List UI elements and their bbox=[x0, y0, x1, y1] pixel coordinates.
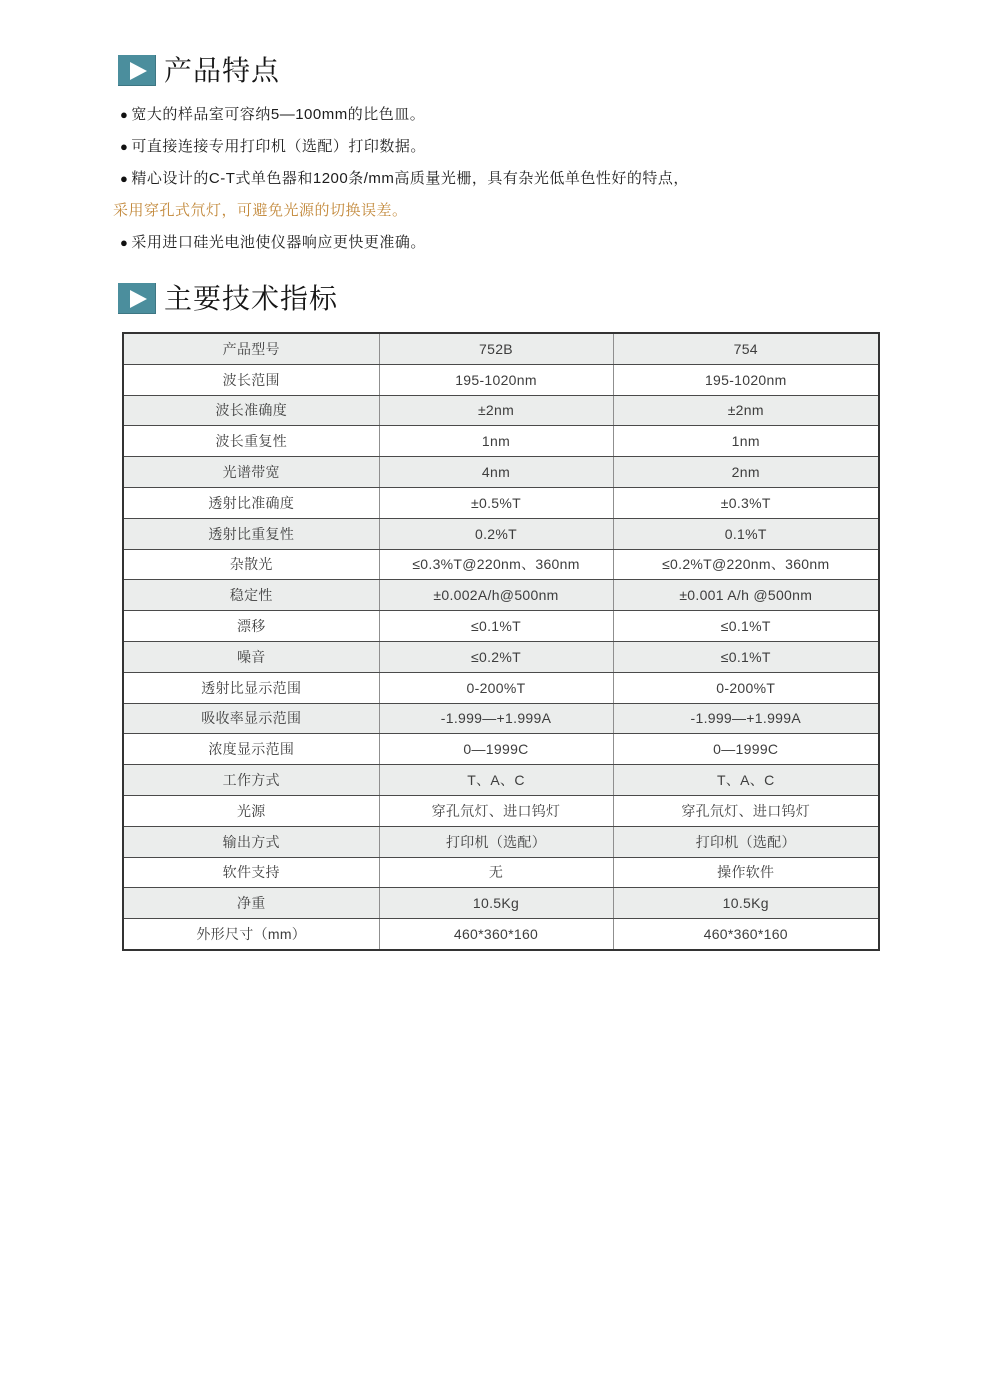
spec-value-752b: ±0.5%T bbox=[379, 487, 613, 518]
spec-value-752b: 无 bbox=[379, 857, 613, 888]
spec-value-752b: 4nm bbox=[379, 457, 613, 488]
spec-value-752b: 0.2%T bbox=[379, 518, 613, 549]
feature-text: 精心设计的C-T式单色器和1200条/mm高质量光栅，具有杂光低单色性好的特点， bbox=[131, 170, 689, 187]
bullet-dot-icon: ● bbox=[120, 139, 129, 154]
spec-label: 产品型号 bbox=[123, 333, 379, 364]
spec-value-752b: 0-200%T bbox=[379, 672, 613, 703]
spec-value-752b: ≤0.2%T bbox=[379, 641, 613, 672]
spec-value-754: 10.5Kg bbox=[613, 888, 879, 919]
spec-row bbox=[123, 641, 879, 672]
spec-label: 波长重复性 bbox=[123, 426, 379, 457]
section-marker-icon bbox=[118, 283, 156, 314]
feature-text: 采用穿孔式氘灯，可避免光源的切换误差。 bbox=[113, 202, 408, 219]
spec-value-754: ≤0.1%T bbox=[613, 611, 879, 642]
spec-label: 杂散光 bbox=[123, 549, 379, 580]
spec-label: 吸收率显示范围 bbox=[123, 703, 379, 734]
spec-row bbox=[123, 518, 879, 549]
specs-table-body bbox=[123, 333, 879, 950]
feature-text: 可直接连接专用打印机（选配）打印数据。 bbox=[131, 138, 426, 155]
spec-row bbox=[123, 426, 879, 457]
spec-value-752b: 460*360*160 bbox=[379, 919, 613, 950]
spec-value-752b: 752B bbox=[379, 333, 613, 364]
spec-value-754: 195-1020nm bbox=[613, 364, 879, 395]
play-triangle-icon bbox=[130, 290, 147, 308]
spec-row bbox=[123, 703, 879, 734]
spec-value-752b: ±0.002A/h@500nm bbox=[379, 580, 613, 611]
feature-list bbox=[113, 104, 933, 264]
spec-value-752b: 0—1999C bbox=[379, 734, 613, 765]
spec-row bbox=[123, 549, 879, 580]
features-section-header bbox=[118, 55, 280, 86]
spec-value-752b: ≤0.1%T bbox=[379, 611, 613, 642]
spec-value-754: 0—1999C bbox=[613, 734, 879, 765]
feature-item bbox=[113, 232, 933, 264]
spec-value-754: -1.999—+1.999A bbox=[613, 703, 879, 734]
spec-value-752b: T、A、C bbox=[379, 765, 613, 796]
spec-label: 透射比重复性 bbox=[123, 518, 379, 549]
feature-item bbox=[113, 104, 933, 136]
specs-section-header bbox=[118, 283, 338, 314]
spec-value-754: 穿孔氘灯、进口钨灯 bbox=[613, 795, 879, 826]
feature-text: 宽大的样品室可容纳5—100mm的比色皿。 bbox=[131, 106, 426, 123]
spec-value-754: T、A、C bbox=[613, 765, 879, 796]
feature-item-highlight bbox=[113, 200, 933, 232]
spec-value-754: ±2nm bbox=[613, 395, 879, 426]
spec-row bbox=[123, 919, 879, 950]
feature-item bbox=[113, 168, 933, 200]
spec-row bbox=[123, 672, 879, 703]
spec-value-752b: -1.999—+1.999A bbox=[379, 703, 613, 734]
spec-value-754: ±0.3%T bbox=[613, 487, 879, 518]
spec-label: 工作方式 bbox=[123, 765, 379, 796]
play-triangle-icon bbox=[130, 62, 147, 80]
spec-row bbox=[123, 395, 879, 426]
spec-row bbox=[123, 457, 879, 488]
spec-label: 输出方式 bbox=[123, 826, 379, 857]
spec-label: 波长范围 bbox=[123, 364, 379, 395]
spec-value-752b: 穿孔氘灯、进口钨灯 bbox=[379, 795, 613, 826]
spec-row bbox=[123, 888, 879, 919]
spec-label: 漂移 bbox=[123, 611, 379, 642]
section-marker-icon bbox=[118, 55, 156, 86]
spec-value-754: ±0.001 A/h @500nm bbox=[613, 580, 879, 611]
specs-table bbox=[122, 332, 880, 951]
spec-label: 净重 bbox=[123, 888, 379, 919]
bullet-dot-icon: ● bbox=[120, 235, 129, 250]
spec-value-752b: 10.5Kg bbox=[379, 888, 613, 919]
spec-label: 透射比准确度 bbox=[123, 487, 379, 518]
spec-label: 光源 bbox=[123, 795, 379, 826]
spec-row bbox=[123, 826, 879, 857]
spec-label: 稳定性 bbox=[123, 580, 379, 611]
spec-value-752b: 1nm bbox=[379, 426, 613, 457]
spec-value-754: 操作软件 bbox=[613, 857, 879, 888]
spec-value-754: 打印机（选配） bbox=[613, 826, 879, 857]
features-section-title: 产品特点 bbox=[164, 55, 281, 86]
spec-value-754: 1nm bbox=[613, 426, 879, 457]
spec-row bbox=[123, 364, 879, 395]
spec-row bbox=[123, 487, 879, 518]
feature-text: 采用进口硅光电池使仪器响应更快更准确。 bbox=[131, 234, 426, 251]
bullet-dot-icon: ● bbox=[120, 171, 129, 186]
specs-section-title: 主要技术指标 bbox=[164, 283, 339, 314]
spec-value-754: 2nm bbox=[613, 457, 879, 488]
spec-row bbox=[123, 580, 879, 611]
spec-label: 波长准确度 bbox=[123, 395, 379, 426]
spec-label: 软件支持 bbox=[123, 857, 379, 888]
spec-value-752b: ≤0.3%T@220nm、360nm bbox=[379, 549, 613, 580]
spec-row bbox=[123, 795, 879, 826]
spec-row bbox=[123, 765, 879, 796]
bullet-dot-icon: ● bbox=[120, 107, 129, 122]
spec-value-754: ≤0.1%T bbox=[613, 641, 879, 672]
spec-value-754: 460*360*160 bbox=[613, 919, 879, 950]
spec-row bbox=[123, 611, 879, 642]
spec-value-752b: ±2nm bbox=[379, 395, 613, 426]
spec-value-752b: 195-1020nm bbox=[379, 364, 613, 395]
spec-label: 噪音 bbox=[123, 641, 379, 672]
spec-row bbox=[123, 857, 879, 888]
spec-label: 外形尺寸（mm） bbox=[123, 919, 379, 950]
spec-row bbox=[123, 333, 879, 364]
spec-label: 浓度显示范围 bbox=[123, 734, 379, 765]
spec-value-754: 754 bbox=[613, 333, 879, 364]
spec-label: 光谱带宽 bbox=[123, 457, 379, 488]
spec-value-752b: 打印机（选配） bbox=[379, 826, 613, 857]
spec-value-754: 0.1%T bbox=[613, 518, 879, 549]
spec-value-754: ≤0.2%T@220nm、360nm bbox=[613, 549, 879, 580]
spec-value-754: 0-200%T bbox=[613, 672, 879, 703]
spec-label: 透射比显示范围 bbox=[123, 672, 379, 703]
feature-item bbox=[113, 136, 933, 168]
spec-row bbox=[123, 734, 879, 765]
